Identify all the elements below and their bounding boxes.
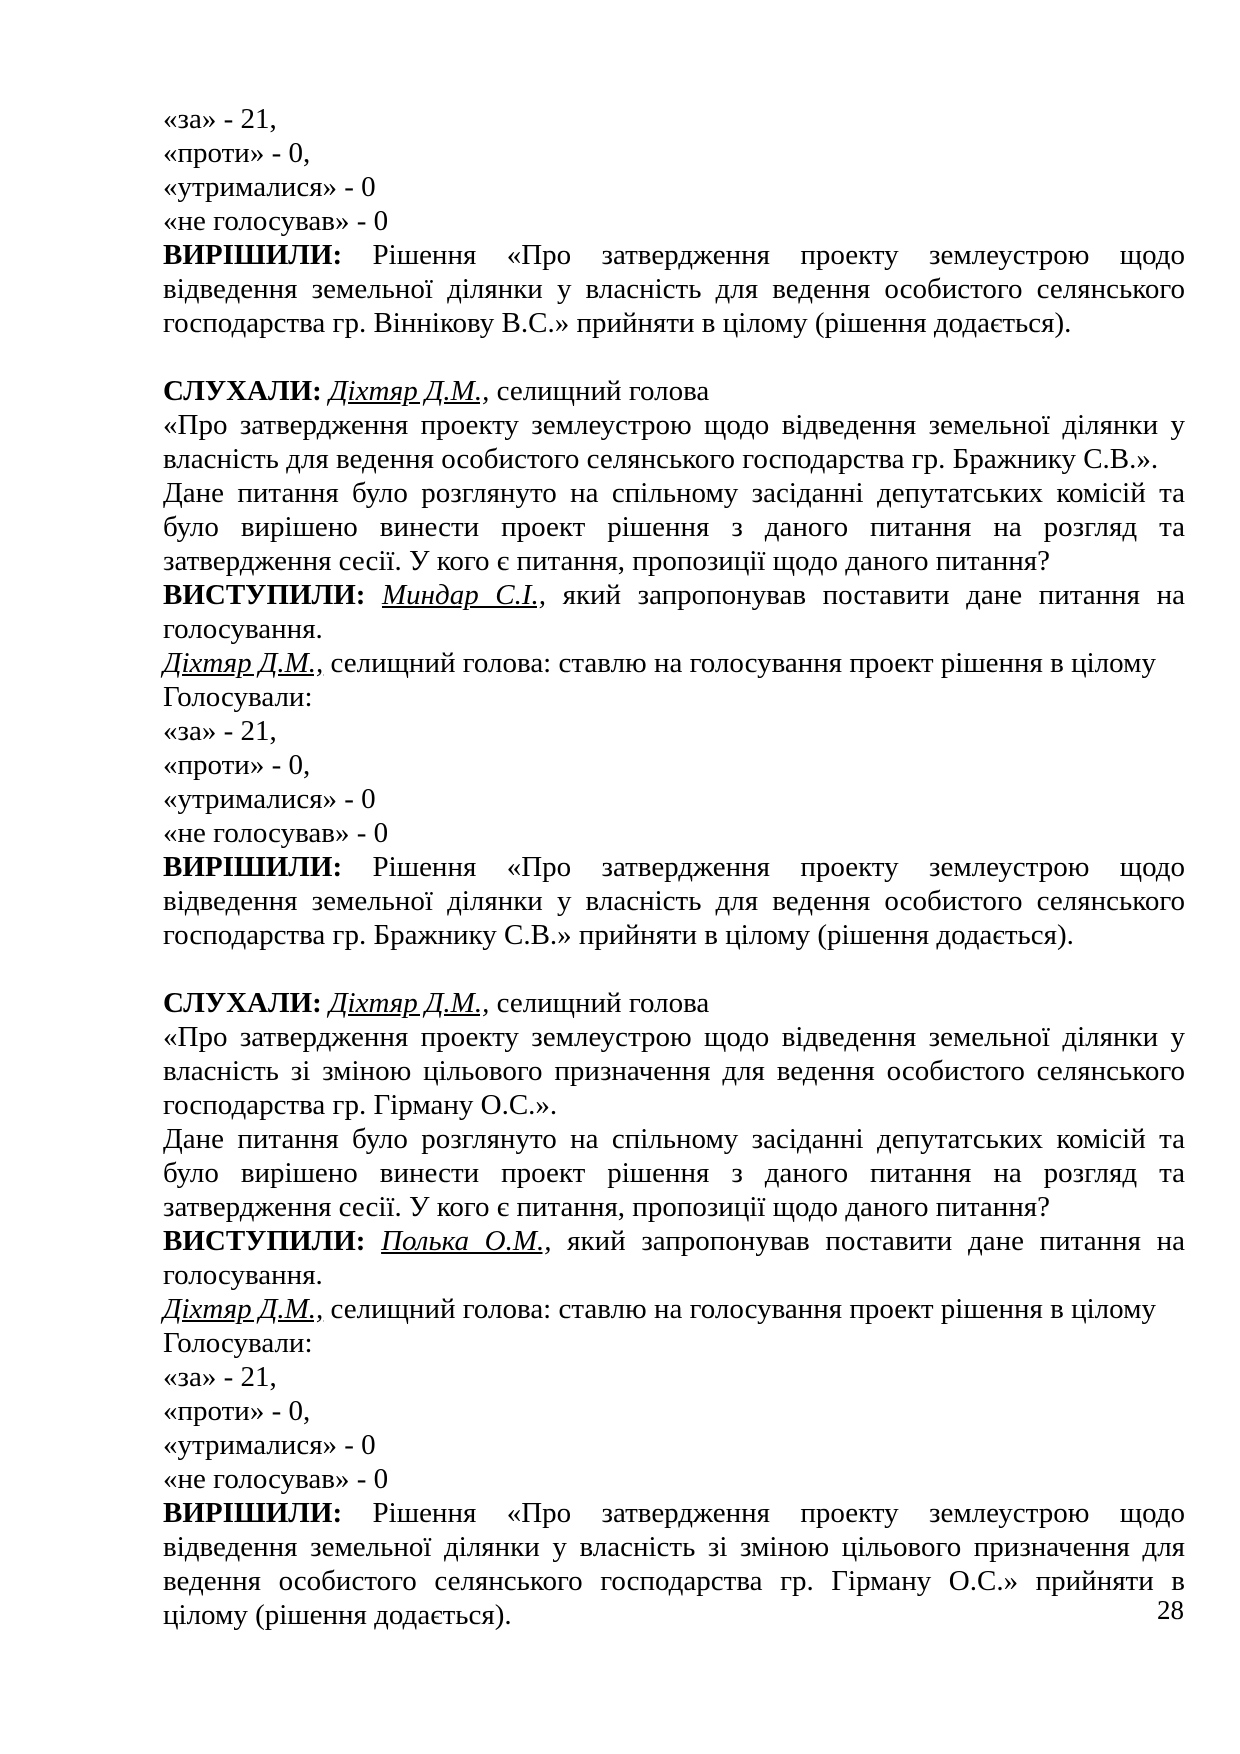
spacer [163, 340, 1185, 374]
page-number: 28 [1157, 1595, 1184, 1625]
vote-not-voted: «не голосував» - 0 [163, 1463, 389, 1495]
decision-text: відведення земельної ділянки у власність для ведення особистого селянського [163, 885, 1185, 917]
decision-3 [163, 1496, 1185, 1632]
spacer [163, 952, 1185, 986]
speaker-name: Полька О.М., [381, 1225, 552, 1257]
spoke-text: голосування. [163, 1259, 323, 1291]
decision-text: господарства гр. Бражнику С.В.» прийняти в цілому (рішення додається). [163, 919, 1074, 951]
decision-text: господарства гр. Віннікову В.С.» прийняти в цілому (рішення додається). [163, 307, 1072, 339]
decided-label: ВИРІШИЛИ: [163, 1497, 343, 1529]
heard-label: СЛУХАЛИ: [163, 375, 322, 407]
chair-text: селищний голова: ставлю на голосування проект рішення в цілому [323, 647, 1156, 679]
agenda-topic: «Про затвердження проекту землеустрою щодо відведення земельної ділянки у [163, 409, 1185, 441]
vote-for: «за» - 21, [163, 715, 277, 747]
decision-text: цілому (рішення додається). [163, 1599, 512, 1631]
agenda-topic: власність для ведення особистого селянського господарства гр. Бражнику С.В.». [163, 443, 1159, 475]
discussion-text: затвердження сесії. У кого є питання, пропозиції щодо даного питання? [163, 545, 1050, 577]
vote-against: «проти» - 0, [163, 749, 311, 781]
vote-against: «проти» - 0, [163, 137, 311, 169]
vote-abstained: «утрималися» - 0 [163, 171, 376, 203]
chair-text: селищний голова: ставлю на голосування проект рішення в цілому [323, 1293, 1156, 1325]
decision-text: ведення особистого селянського господарства гр. Гірману О.С.» прийняти в [163, 1565, 1185, 1597]
speaker-role: селищний голова [489, 987, 710, 1019]
decided-label: ВИРІШИЛИ: [163, 239, 343, 271]
decision-text: Рішення «Про затвердження проекту землеустрою щодо [372, 1497, 1185, 1529]
decided-label: ВИРІШИЛИ: [163, 851, 343, 883]
spoke-line [163, 578, 1185, 612]
vote-results-3 [163, 1360, 1185, 1496]
heard-label: СЛУХАЛИ: [163, 987, 322, 1019]
spoke-line [163, 1224, 1185, 1258]
voted-label: Голосували: [163, 681, 313, 713]
speaker-name: Миндар С.І., [381, 579, 547, 611]
speaker-role: селищний голова [489, 375, 710, 407]
decision-text: Рішення «Про затвердження проекту землеустрою щодо [372, 239, 1185, 271]
vote-for: «за» - 21, [163, 1361, 277, 1393]
decision-2 [163, 850, 1185, 952]
spoke-text: який запропонував поставити дане питання на [551, 1225, 1185, 1257]
decision-text: відведення земельної ділянки у власність для ведення особистого селянського [163, 273, 1185, 305]
vote-results-2 [163, 714, 1185, 850]
discussion-text: було вирішено винести проект рішення з даного питання на розгляд та [163, 511, 1185, 543]
decision-text: Рішення «Про затвердження проекту землеустрою щодо [372, 851, 1185, 883]
speaker-name: Діхтяр Д.М., [163, 647, 324, 679]
vote-for: «за» - 21, [163, 103, 277, 135]
speaker-name: Діхтяр Д.М., [163, 1293, 324, 1325]
heard-line-2 [163, 374, 1185, 408]
heard-line-3 [163, 986, 1185, 1020]
vote-not-voted: «не голосував» - 0 [163, 205, 389, 237]
vote-not-voted: «не голосував» - 0 [163, 817, 389, 849]
vote-abstained: «утрималися» - 0 [163, 783, 376, 815]
discussion-text: було вирішено винести проект рішення з даного питання на розгляд та [163, 1157, 1185, 1189]
vote-against: «проти» - 0, [163, 1395, 311, 1427]
voted-label: Голосували: [163, 1327, 313, 1359]
spoke-label: ВИСТУПИЛИ: [163, 579, 366, 611]
speaker-name: Діхтяр Д.М., [329, 987, 490, 1019]
vote-results-1 [163, 102, 1185, 238]
discussion-text: Дане питання було розглянуто на спільному засіданні депутатських комісій та [163, 1123, 1185, 1155]
agenda-topic: «Про затвердження проекту землеустрою щодо відведення земельної ділянки у [163, 1021, 1185, 1053]
spoke-text: який запропонував поставити дане питання на [546, 579, 1185, 611]
vote-abstained: «утрималися» - 0 [163, 1429, 376, 1461]
agenda-topic: власність зі зміною цільового призначення для ведення особистого селянського [163, 1055, 1185, 1087]
chair-line [163, 646, 1185, 680]
spoke-text: голосування. [163, 613, 323, 645]
agenda-topic: господарства гр. Гірману О.С.». [163, 1089, 558, 1121]
decision-1 [163, 238, 1185, 340]
spoke-label: ВИСТУПИЛИ: [163, 1225, 366, 1257]
discussion-text: затвердження сесії. У кого є питання, пропозиції щодо даного питання? [163, 1191, 1050, 1223]
chair-line [163, 1292, 1185, 1326]
minutes-body [163, 102, 1185, 1632]
speaker-name: Діхтяр Д.М., [329, 375, 490, 407]
discussion-text: Дане питання було розглянуто на спільному засіданні депутатських комісій та [163, 477, 1185, 509]
decision-text: відведення земельної ділянки у власність зі зміною цільового призначення для [163, 1531, 1185, 1563]
